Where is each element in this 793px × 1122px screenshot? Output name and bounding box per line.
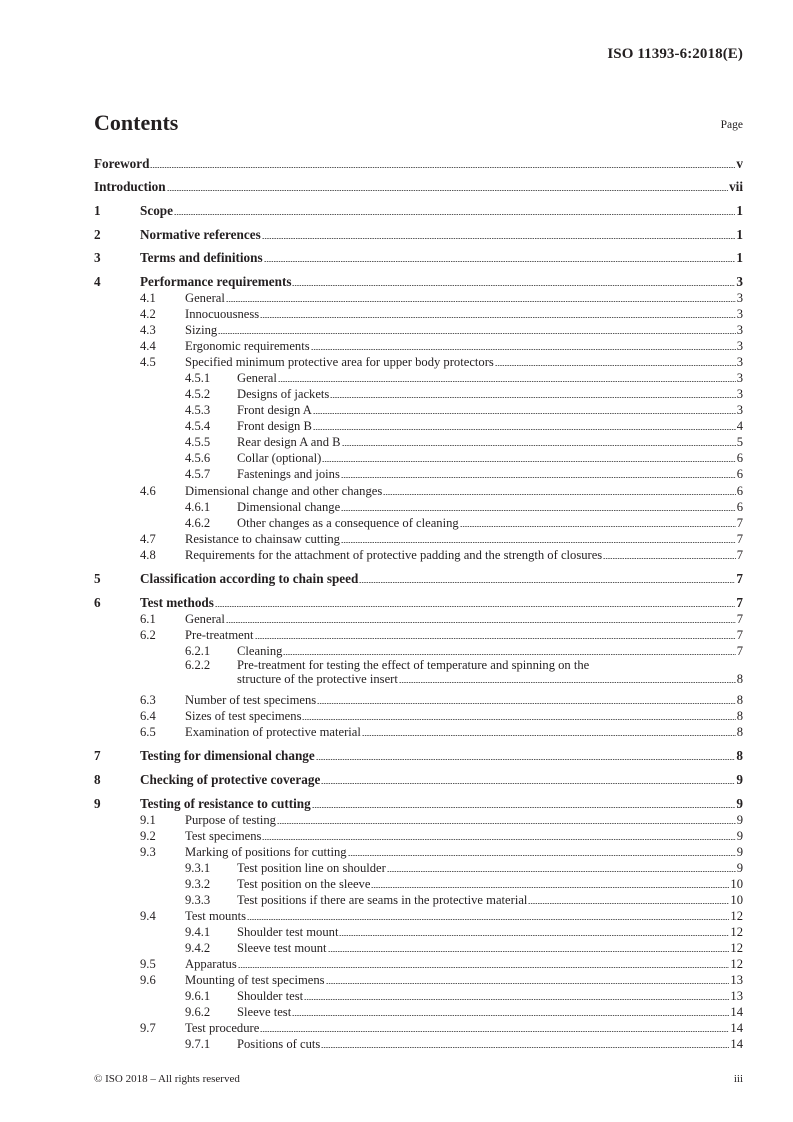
toc-entry-number: 4.5.4 (185, 419, 211, 433)
dot-leader (328, 951, 730, 952)
toc-entry-title[interactable]: Marking of positions for cutting (185, 845, 347, 859)
toc-entry-page[interactable]: 7 (736, 612, 743, 626)
toc-entry-page[interactable]: 9 (736, 813, 743, 827)
toc-entry[interactable] (94, 433, 743, 449)
toc-entry-page[interactable]: 13 (730, 973, 743, 987)
toc-entry-title[interactable]: Normative references (140, 227, 261, 242)
toc-entry-page[interactable]: 10 (730, 877, 743, 891)
dot-leader (283, 654, 735, 655)
toc-entry[interactable] (94, 923, 743, 939)
dot-leader (359, 582, 735, 583)
toc-entry[interactable] (94, 642, 743, 658)
toc-entry-number: 4.4 (140, 339, 156, 353)
dot-leader (387, 871, 736, 872)
toc-entry-title[interactable]: General (237, 371, 277, 385)
toc-entry-number: 4.6.2 (185, 516, 211, 530)
toc-entry-page[interactable]: 3 (736, 387, 743, 401)
toc-entry-page[interactable]: 14 (730, 1037, 743, 1051)
dot-leader (302, 719, 735, 720)
toc-entry-number: 4.3 (140, 323, 156, 337)
toc-entry-page[interactable]: 1 (736, 250, 743, 265)
toc-entry[interactable] (94, 1019, 743, 1035)
toc-entry-title[interactable]: Sleeve test mount (237, 941, 327, 955)
dot-leader (278, 381, 736, 382)
dot-leader (292, 1015, 729, 1016)
toc-entry-number: 6.4 (140, 709, 156, 723)
toc-entry-number: 4.1 (140, 291, 156, 305)
dot-leader (311, 349, 736, 350)
toc-entry-page[interactable]: 12 (730, 925, 743, 939)
dot-leader (167, 190, 729, 191)
toc-entry[interactable] (94, 1003, 743, 1019)
toc-entry-page[interactable]: 8 (736, 725, 743, 739)
toc-entry-title[interactable]: Testing of resistance to cutting (140, 796, 311, 811)
toc-entry-page[interactable]: 12 (730, 957, 743, 971)
dot-leader (313, 413, 736, 414)
toc-entry-title[interactable]: Test position line on shoulder (237, 861, 386, 875)
toc-entry[interactable] (94, 691, 743, 707)
toc-entry-title[interactable]: Performance requirements (140, 274, 292, 289)
dot-leader (342, 445, 736, 446)
footer-page-number: iii (733, 1073, 743, 1085)
toc-entry-title[interactable]: Designs of jackets (237, 387, 330, 401)
toc-entry-page[interactable]: 9 (736, 772, 743, 787)
toc-entry[interactable] (94, 155, 743, 171)
dot-leader (226, 301, 736, 302)
toc-entry-title[interactable]: Purpose of testing (185, 813, 276, 827)
dot-leader (341, 477, 736, 478)
toc-entry-title[interactable]: Testing for dimensional change (140, 748, 315, 763)
toc-entry-title[interactable]: Shoulder test mount (237, 925, 339, 939)
dot-leader (317, 703, 736, 704)
toc-entry-number: 6.2.1 (185, 644, 211, 658)
toc-entry-page[interactable]: 3 (736, 371, 743, 385)
toc-entry-title[interactable]: Terms and definitions (140, 250, 263, 265)
dot-leader (460, 526, 736, 527)
toc-entry-number: 4.6.1 (185, 500, 211, 514)
toc-entry[interactable] (94, 843, 743, 859)
dot-leader (362, 735, 736, 736)
toc-entry[interactable] (94, 795, 743, 811)
toc-entry-number: 9.5 (140, 957, 156, 971)
dot-leader (348, 855, 736, 856)
dot-leader (322, 461, 735, 462)
toc-entry-title[interactable]: Cleaning (237, 644, 283, 658)
toc-entry-title[interactable]: Innocuousness (185, 307, 260, 321)
toc-entry[interactable] (94, 385, 743, 401)
toc-entry-page[interactable]: 1 (736, 227, 743, 242)
toc-entry-title[interactable]: Introduction (94, 179, 166, 194)
toc-entry-title[interactable]: Requirements for the attachment of protective padding and the strength of closures (185, 548, 603, 562)
toc-entry-page[interactable]: v (736, 156, 743, 171)
toc-entry-title[interactable]: General (185, 291, 225, 305)
toc-entry-title[interactable]: Shoulder test (237, 989, 304, 1003)
toc-entry[interactable] (94, 273, 743, 289)
toc-entry-page[interactable]: 7 (736, 516, 743, 530)
dot-leader (399, 682, 736, 683)
document-id: ISO 11393-6:2018(E) (607, 46, 743, 62)
toc-entry[interactable] (94, 771, 743, 787)
dot-leader (339, 935, 729, 936)
dot-leader (313, 429, 736, 430)
toc-entry-number: 9.1 (140, 813, 156, 827)
dot-leader (215, 606, 736, 607)
dot-leader (260, 1031, 729, 1032)
toc-entry-title[interactable]: Foreword (94, 156, 150, 171)
toc-entry-page[interactable]: 6 (736, 467, 743, 481)
toc-entry-page[interactable]: 5 (736, 435, 743, 449)
toc-entry[interactable] (94, 449, 743, 465)
toc-entry-number: 4 (94, 274, 101, 289)
toc-entry-number: 4.5.5 (185, 435, 211, 449)
dot-leader (262, 839, 735, 840)
toc-entry-page[interactable]: 6 (736, 484, 743, 498)
toc-entry-page[interactable]: 3 (736, 291, 743, 305)
toc-entry-page[interactable]: 3 (736, 307, 743, 321)
toc-entry-number: 6.2 (140, 628, 156, 642)
toc-entry-number: 4.8 (140, 548, 156, 562)
toc-entry-number: 9.3.2 (185, 877, 211, 891)
toc-entry[interactable] (94, 530, 743, 546)
toc-entry-number: 6 (94, 595, 101, 610)
toc-entry-page[interactable]: 8 (736, 748, 743, 763)
toc-entry-page[interactable]: 9 (736, 829, 743, 843)
toc-entry-title[interactable]: Pre-treatment (185, 628, 254, 642)
toc-entry[interactable] (94, 289, 743, 305)
toc-entry[interactable] (94, 811, 743, 827)
toc-entry-number: 4.7 (140, 532, 156, 546)
toc-entry-title[interactable]: Sizing (185, 323, 218, 337)
toc-entry-number: 9.4.2 (185, 941, 211, 955)
toc-entry-page[interactable]: 4 (736, 419, 743, 433)
toc-entry-number: 8 (94, 772, 101, 787)
toc-entry-number: 4.5.6 (185, 451, 211, 465)
toc-entry-title[interactable]: Classification according to chain speed (140, 571, 359, 586)
toc-entry-number: 4.5.1 (185, 371, 211, 385)
toc-entry-number: 9.3.1 (185, 861, 211, 875)
toc-entry-title[interactable]: Other changes as a consequence of cleaning (237, 516, 459, 530)
toc-entry-number: 4.6 (140, 484, 156, 498)
toc-entry[interactable] (94, 955, 743, 971)
toc-entry[interactable] (94, 498, 743, 514)
toc-entry[interactable] (94, 891, 743, 907)
dot-leader (304, 999, 729, 1000)
toc-entry-page[interactable]: 7 (736, 628, 743, 642)
toc-entry[interactable] (94, 226, 743, 242)
toc-entry[interactable] (94, 610, 743, 626)
toc-entry-number: 6.2.2 (185, 658, 211, 672)
toc-entry-number: 9.7.1 (185, 1037, 211, 1051)
toc-entry-page[interactable]: 8 (736, 693, 743, 707)
toc-entry[interactable] (94, 723, 743, 739)
toc-entry-number: 6.5 (140, 725, 156, 739)
toc-entry-number: 9 (94, 796, 101, 811)
toc-entry-number: 9.3.3 (185, 893, 211, 907)
toc-entry-number: 9.6.2 (185, 1005, 211, 1019)
contents-heading: Contents (94, 110, 179, 135)
toc-entry-page[interactable]: 3 (736, 403, 743, 417)
toc-entry-title[interactable]: Sleeve test (237, 1005, 292, 1019)
dot-leader (312, 807, 736, 808)
toc-entry-title[interactable]: Test mounts (185, 909, 247, 923)
dot-leader (316, 759, 736, 760)
toc-entry-title[interactable]: Test position on the sleeve (237, 877, 371, 891)
toc-entry[interactable] (94, 1035, 743, 1051)
toc-entry-page[interactable]: 7 (736, 595, 743, 610)
toc-entry[interactable] (94, 907, 743, 923)
toc-entry-title[interactable]: Test positions if there are seams in the protective material (237, 893, 528, 907)
dot-leader (174, 214, 735, 215)
toc-entry-page[interactable]: vii (729, 179, 743, 194)
toc-entry-title[interactable]: Dimensional change (237, 500, 341, 514)
toc-entry-title[interactable]: Resistance to chainsaw cutting (185, 532, 340, 546)
toc-entry-number: 4.2 (140, 307, 156, 321)
toc-entry-title[interactable]: Test procedure (185, 1021, 260, 1035)
toc-entry-number: 4.5 (140, 355, 156, 369)
toc-entry[interactable] (94, 875, 743, 891)
toc-entry-number: 3 (94, 250, 101, 265)
toc-entry-number: 9.3 (140, 845, 156, 859)
dot-leader (226, 622, 736, 623)
dot-leader (260, 317, 736, 318)
toc-entry-title[interactable]: Test specimens (185, 829, 262, 843)
dot-leader (277, 823, 736, 824)
dot-leader (218, 333, 736, 334)
toc-entry-page[interactable]: 3 (736, 339, 743, 353)
dot-leader (371, 887, 729, 888)
dot-leader (321, 1047, 729, 1048)
toc-entry[interactable] (94, 417, 743, 433)
toc-entry[interactable] (94, 570, 743, 586)
toc-entry-title[interactable]: Examination of protective material (185, 725, 361, 739)
toc-entry-page[interactable]: 3 (736, 274, 743, 289)
toc-entry-page[interactable]: 9 (736, 861, 743, 875)
dot-leader (330, 397, 735, 398)
toc-entry-title[interactable]: Test methods (140, 595, 214, 610)
dot-leader (264, 261, 736, 262)
toc-entry-title[interactable]: Ergonomic requirements (185, 339, 310, 353)
dot-leader (321, 783, 735, 784)
toc-entry-title-line1[interactable]: Pre-treatment for testing the effect of temperature and spinning on the (237, 658, 590, 672)
toc-entry-title[interactable]: Specified minimum protective area for upper body protectors (185, 355, 494, 369)
toc-entry-number: 6.3 (140, 693, 156, 707)
toc-entry-page[interactable]: 10 (730, 893, 743, 907)
toc-entry-title[interactable]: Sizes of test specimens (185, 709, 302, 723)
toc-entry[interactable] (94, 321, 743, 337)
toc-entry[interactable] (94, 827, 743, 843)
dot-leader (238, 967, 730, 968)
dot-leader (383, 494, 735, 495)
toc-entry-number: 9.6.1 (185, 989, 211, 1003)
toc-entry-title[interactable]: Checking of protective coverage (140, 772, 321, 787)
toc-entry[interactable] (94, 202, 743, 218)
footer-copyright: © ISO 2018 – All rights reserved (94, 1073, 240, 1085)
toc-entry[interactable] (94, 626, 743, 642)
toc-entry-page[interactable]: 9 (736, 796, 743, 811)
toc-entry[interactable] (94, 353, 743, 369)
toc-entry-number: 4.5.2 (185, 387, 211, 401)
toc-entry-title[interactable]: Positions of cuts (237, 1037, 321, 1051)
dot-leader (326, 983, 730, 984)
toc-entry-page[interactable]: 8 (736, 672, 743, 686)
toc-entry-page[interactable]: 8 (736, 709, 743, 723)
toc-entry-number: 4.5.3 (185, 403, 211, 417)
toc-entry[interactable] (94, 594, 743, 610)
toc-entry[interactable] (94, 859, 743, 875)
dot-leader (150, 167, 735, 168)
toc-entry[interactable] (94, 971, 743, 987)
toc-entry-title[interactable]: Front design A (237, 403, 312, 417)
toc-entry-number: 2 (94, 227, 101, 242)
toc-entry-page[interactable]: 13 (730, 989, 743, 1003)
toc-entry[interactable] (94, 707, 743, 723)
toc-entry-number: 9.2 (140, 829, 156, 843)
dot-leader (255, 638, 736, 639)
toc-entry-page[interactable]: 3 (736, 323, 743, 337)
toc-entry-page[interactable]: 3 (736, 355, 743, 369)
toc-entry-number: 4.5.7 (185, 467, 211, 481)
toc-entry-page[interactable]: 7 (736, 644, 743, 658)
toc-entry-page[interactable]: 1 (736, 203, 743, 218)
toc-entry-number: 5 (94, 571, 101, 586)
toc-entry-page[interactable]: 6 (736, 451, 743, 465)
toc-entry-number: 6.1 (140, 612, 156, 626)
dot-leader (247, 919, 729, 920)
toc-entry[interactable] (94, 401, 743, 417)
toc-entry[interactable] (94, 658, 743, 690)
toc-entry[interactable] (94, 939, 743, 955)
toc-entry-page[interactable]: 7 (736, 548, 743, 562)
toc-entry-number: 9.4 (140, 909, 156, 923)
toc-entry-title[interactable]: General (185, 612, 225, 626)
toc-entry[interactable] (94, 514, 743, 530)
toc-entry-title[interactable]: Rear design A and B (237, 435, 341, 449)
toc-entry-number: 7 (94, 748, 101, 763)
toc-entry[interactable] (94, 178, 743, 194)
toc-entry[interactable] (94, 546, 743, 562)
toc-entry-page[interactable]: 7 (736, 532, 743, 546)
toc-entry-number: 9.6 (140, 973, 156, 987)
toc-entry-page[interactable]: 9 (736, 845, 743, 859)
toc-entry-title[interactable]: Dimensional change and other changes (185, 484, 383, 498)
dot-leader (341, 542, 736, 543)
toc-entry-page[interactable]: 14 (730, 1005, 743, 1019)
toc-entry-number: 9.4.1 (185, 925, 211, 939)
dot-leader (603, 558, 735, 559)
dot-leader (341, 510, 736, 511)
dot-leader (292, 285, 735, 286)
toc-entry-title[interactable]: Number of test specimens (185, 693, 317, 707)
toc-entry[interactable] (94, 305, 743, 321)
toc-entry-title[interactable]: Front design B (237, 419, 312, 433)
toc-entry-page[interactable]: 7 (736, 571, 743, 586)
toc-entry[interactable] (94, 337, 743, 353)
toc-entry[interactable] (94, 482, 743, 498)
toc-entry[interactable] (94, 747, 743, 763)
toc-entry-number: 1 (94, 203, 101, 218)
toc-entry[interactable] (94, 987, 743, 1003)
toc-entry[interactable] (94, 369, 743, 385)
toc-entry-page[interactable]: 12 (730, 941, 743, 955)
toc-entry-title[interactable]: Apparatus (185, 957, 237, 971)
toc-entry-title[interactable]: Collar (optional) (237, 451, 322, 465)
toc-entry[interactable] (94, 249, 743, 265)
toc-entry-number: 9.7 (140, 1021, 156, 1035)
toc-entry[interactable] (94, 465, 743, 481)
toc-entry-title[interactable]: Scope (140, 203, 173, 218)
toc-entry-title-line2[interactable]: structure of the protective insert (237, 672, 398, 686)
toc-entry-title[interactable]: Fastenings and joins (237, 467, 340, 481)
toc-entry-page[interactable]: 14 (730, 1021, 743, 1035)
page-column-label: Page (720, 119, 743, 131)
dot-leader (495, 365, 736, 366)
dot-leader (528, 903, 729, 904)
toc-entry-page[interactable]: 12 (730, 909, 743, 923)
toc-entry-title[interactable]: Mounting of test specimens (185, 973, 325, 987)
toc-entry-page[interactable]: 6 (736, 500, 743, 514)
dot-leader (262, 238, 736, 239)
